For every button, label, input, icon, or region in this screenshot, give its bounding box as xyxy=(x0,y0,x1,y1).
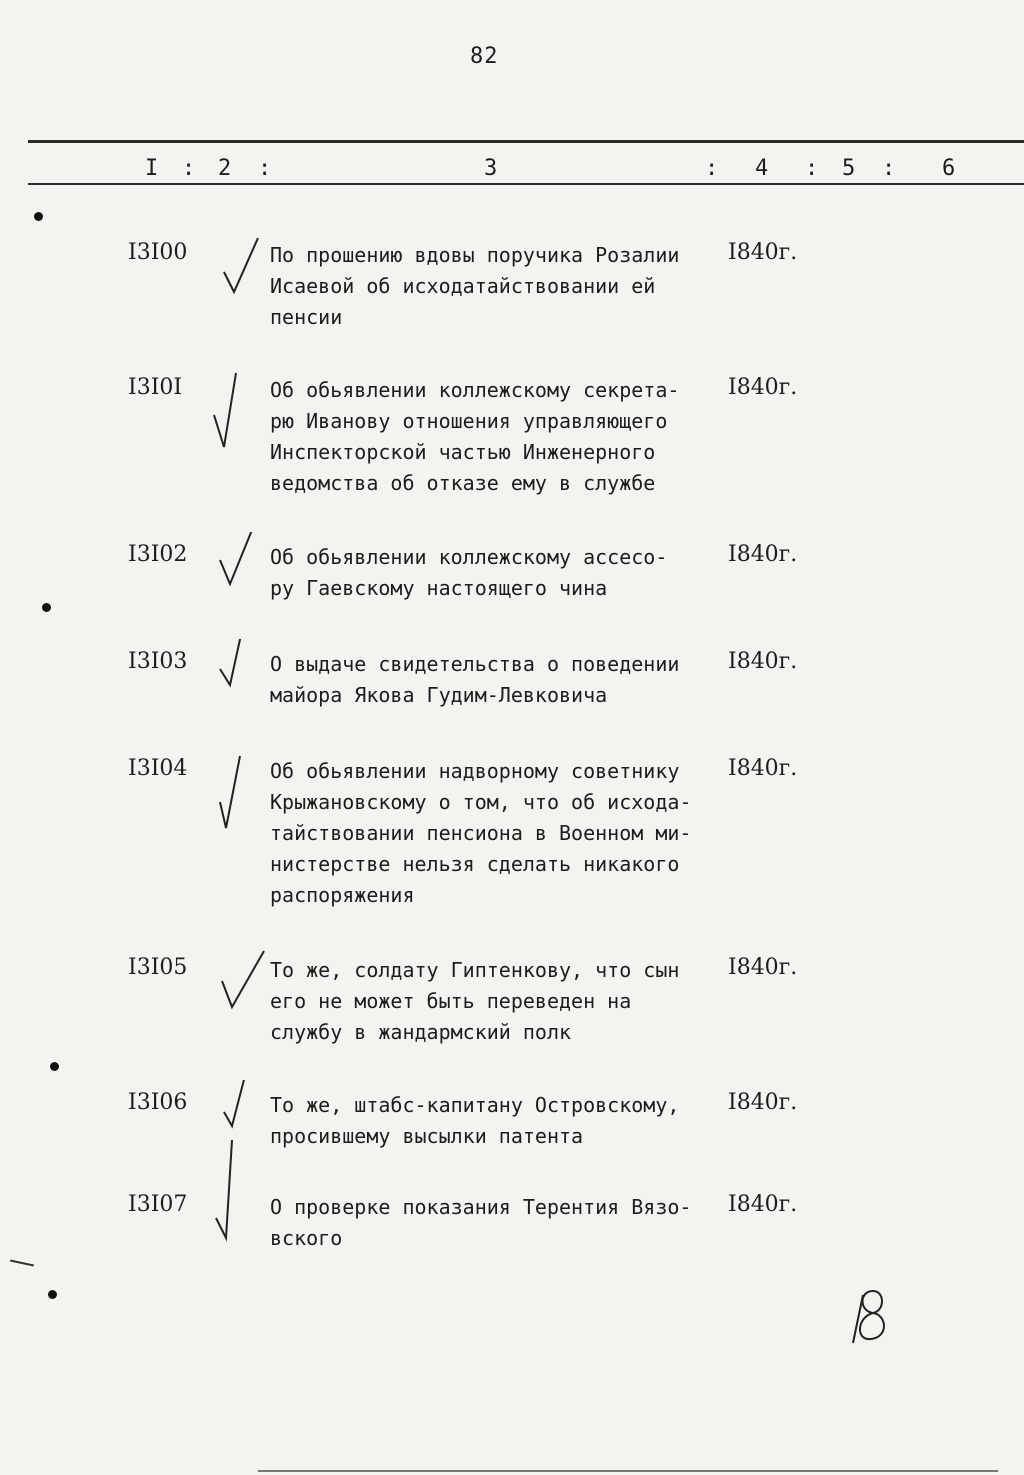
entry-year: I840г. xyxy=(728,1192,798,1217)
entry-number: I3I04 xyxy=(128,756,188,781)
header-top-rule xyxy=(28,140,1024,143)
header-bottom-rule xyxy=(28,183,1024,185)
checkmark-icon xyxy=(210,746,270,846)
punch-hole-mark xyxy=(34,212,43,221)
punch-hole-mark xyxy=(42,603,51,612)
entry-number: I3I05 xyxy=(128,955,188,980)
entry-description: Об обьявлении надворному советнику Крыжановскому о том, что об исхода- тайствовании пенсиона в Военном ми- нистерстве нельзя сделать никакого распоряжения xyxy=(270,759,692,907)
entry-description: О выдаче свидетельства о поведении майора Якова Гудим-Левковича xyxy=(270,652,680,707)
entry-description: По прошению вдовы поручика Розалии Исаевой об исходатайствовании ей пенсии xyxy=(270,243,680,329)
entry-number: I3I00 xyxy=(128,240,188,265)
col-4-header: 4 xyxy=(755,156,769,181)
margin-stroke xyxy=(10,1260,34,1267)
entry-description: Об обьявлении коллежскому ассесо- ру Гаевскому настоящего чина xyxy=(270,545,668,600)
col-sep: : xyxy=(705,156,719,181)
checkmark-icon xyxy=(210,365,270,465)
entry-description: О проверке показания Терентия Вязо- вского xyxy=(270,1195,692,1250)
col-sep: : xyxy=(882,156,896,181)
entry-number: I3I07 xyxy=(128,1192,188,1217)
entry-year: I840г. xyxy=(728,649,798,674)
col-sep: : xyxy=(182,156,196,181)
entry-year: I840г. xyxy=(728,955,798,980)
checkmark-icon xyxy=(210,532,270,632)
col-5-header: 5 xyxy=(842,156,856,181)
col-sep: : xyxy=(805,156,819,181)
checkmark-icon xyxy=(210,1132,270,1252)
handwritten-mark xyxy=(845,1285,895,1345)
entry-description: Об обьявлении коллежскому секрета- рю Иванову отношения управляющего Инспекторской частью Инженерного ведомства об отказе ему в службе xyxy=(270,378,680,495)
entry-number: I3I03 xyxy=(128,649,188,674)
punch-hole-mark xyxy=(48,1290,57,1299)
col-3-header: 3 xyxy=(484,156,498,181)
entry-year: I840г. xyxy=(728,542,798,567)
entry-number: I3I02 xyxy=(128,542,188,567)
checkmark-icon xyxy=(210,639,270,739)
entry-year: I840г. xyxy=(728,1090,798,1115)
entry-description: То же, солдату Гиптенкову, что сын его не может быть переведен на службу в жандармский полк xyxy=(270,958,680,1044)
page-number: 82 xyxy=(470,44,499,69)
bottom-rule xyxy=(258,1470,998,1472)
punch-hole-mark xyxy=(50,1062,59,1071)
checkmark-icon xyxy=(210,945,270,1045)
entry-number: I3I0I xyxy=(128,375,183,400)
col-6-header: 6 xyxy=(942,156,956,181)
col-2-header: 2 xyxy=(218,156,232,181)
col-1-header: I xyxy=(145,156,159,181)
entry-description: То же, штабс-капитану Островскому, просившему высылки патента xyxy=(270,1093,680,1148)
checkmark-icon xyxy=(210,230,270,330)
entry-year: I840г. xyxy=(728,756,798,781)
entry-year: I840г. xyxy=(728,375,798,400)
entry-year: I840г. xyxy=(728,240,798,265)
entry-number: I3I06 xyxy=(128,1090,188,1115)
col-sep: : xyxy=(258,156,272,181)
